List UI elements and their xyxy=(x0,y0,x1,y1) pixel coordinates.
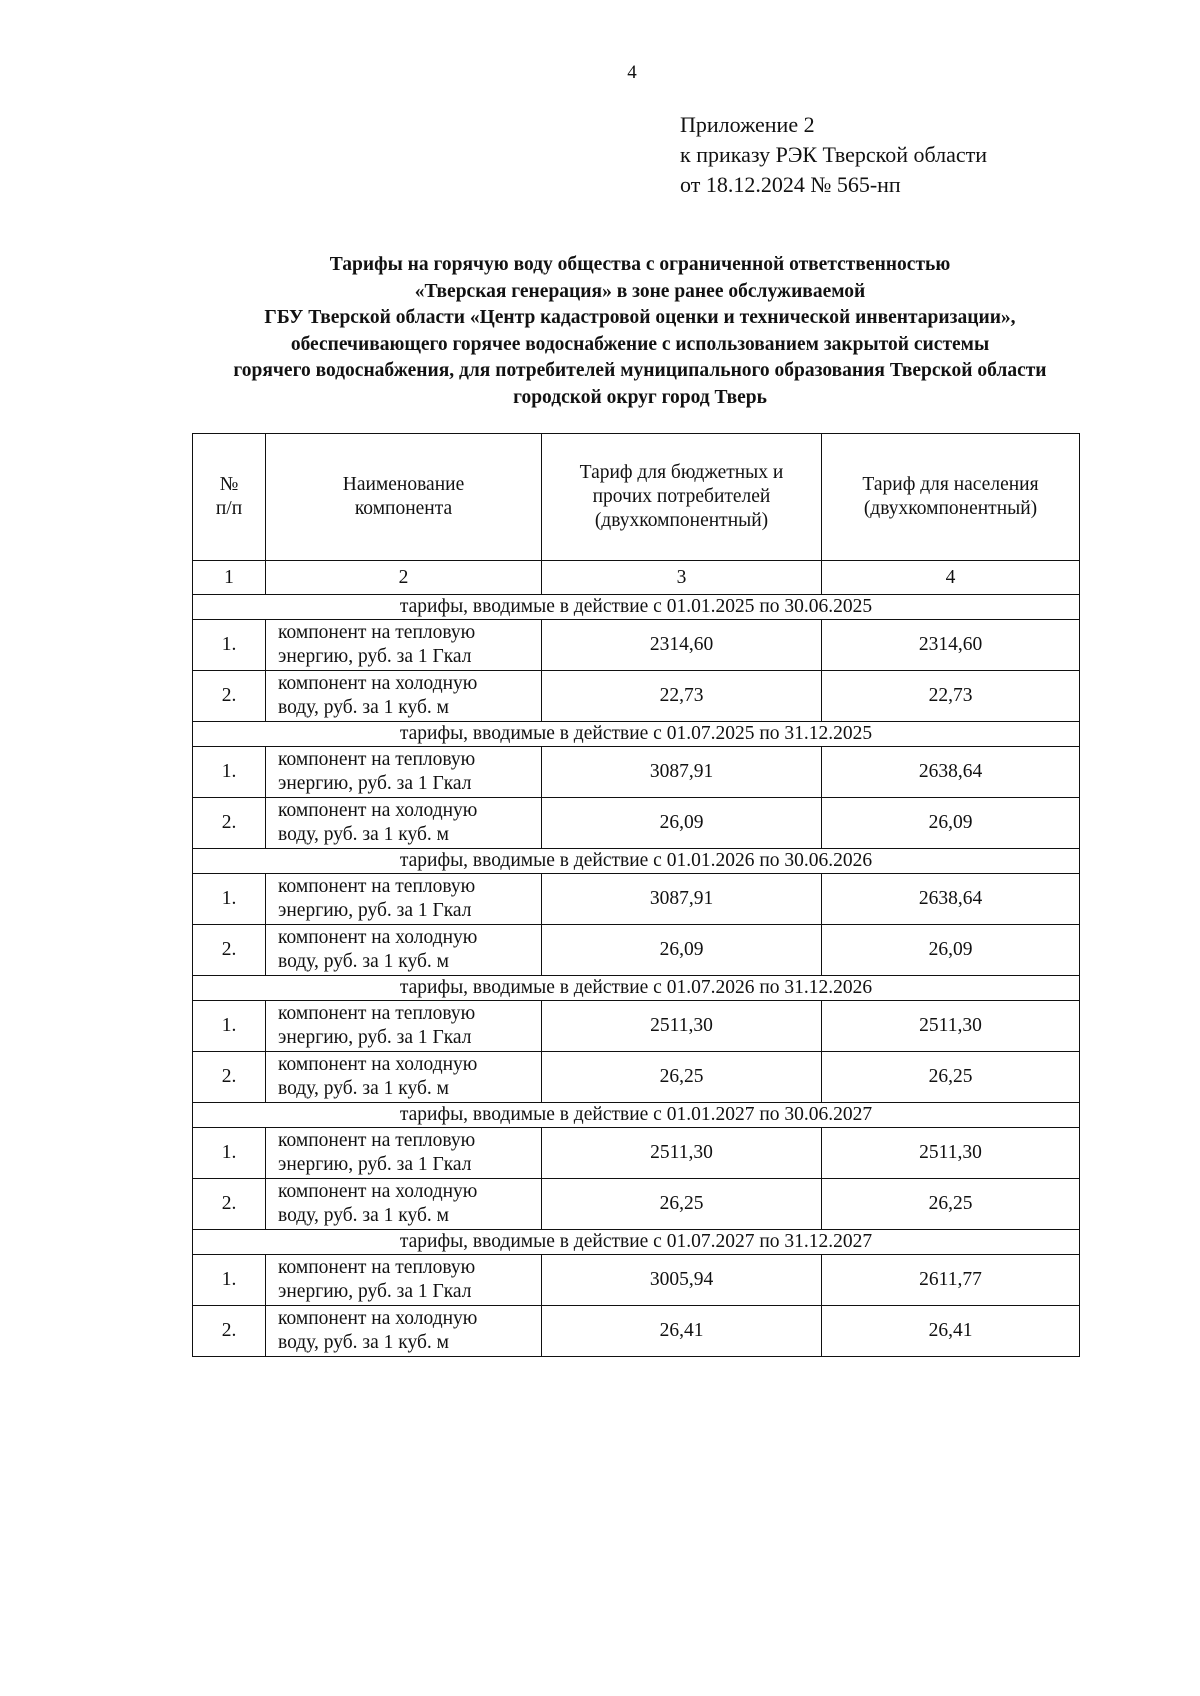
row-number: 1. xyxy=(193,1001,266,1052)
component-name-line: воду, руб. за 1 куб. м xyxy=(278,697,449,718)
population-tariff-value: 26,41 xyxy=(822,1306,1080,1357)
population-tariff-value: 2314,60 xyxy=(822,620,1080,671)
table-row xyxy=(193,798,1080,849)
tariffs-table xyxy=(192,433,1080,1357)
period-label: тарифы, вводимые в действие с 01.07.2026 по 31.12.2026 xyxy=(193,976,1080,1001)
component-name-line: воду, руб. за 1 куб. м xyxy=(278,951,449,972)
document-title xyxy=(140,252,1140,411)
component-name xyxy=(266,1128,542,1179)
budget-tariff-value: 3005,94 xyxy=(542,1255,822,1306)
budget-tariff-value: 3087,91 xyxy=(542,874,822,925)
component-name-line: компонент на тепловую xyxy=(278,749,476,770)
appendix-line: от 18.12.2024 № 565-нп xyxy=(680,172,901,197)
period-label: тарифы, вводимые в действие с 01.07.2027 по 31.12.2027 xyxy=(193,1230,1080,1255)
budget-tariff-value: 2511,30 xyxy=(542,1128,822,1179)
component-name-line: компонент на тепловую xyxy=(278,1130,476,1151)
period-row xyxy=(193,976,1080,1001)
row-number: 1. xyxy=(193,620,266,671)
title-line: «Тверская генерация» в зоне ранее обслуживаемой xyxy=(414,280,866,302)
component-name-line: воду, руб. за 1 куб. м xyxy=(278,1205,449,1226)
component-name-line: энергию, руб. за 1 Гкал xyxy=(278,1281,472,1302)
population-tariff-value: 2611,77 xyxy=(822,1255,1080,1306)
component-name xyxy=(266,1001,542,1052)
period-row xyxy=(193,722,1080,747)
table-row xyxy=(193,1255,1080,1306)
population-tariff-value: 26,25 xyxy=(822,1179,1080,1230)
component-name-line: компонент на тепловую xyxy=(278,1257,476,1278)
row-number: 1. xyxy=(193,1255,266,1306)
table-row xyxy=(193,747,1080,798)
component-name-line: компонент на тепловую xyxy=(278,876,476,897)
header-population-tariff xyxy=(822,434,1080,561)
appendix-reference xyxy=(680,110,987,200)
column-number: 4 xyxy=(822,561,1080,595)
budget-tariff-value: 26,09 xyxy=(542,798,822,849)
period-row xyxy=(193,595,1080,620)
component-name-line: компонент на холодную xyxy=(278,927,478,948)
population-tariff-value: 22,73 xyxy=(822,671,1080,722)
title-line: горячего водоснабжения, для потребителей муниципального образования Тверской области xyxy=(233,360,1047,381)
column-number: 2 xyxy=(266,561,542,595)
component-name-line: компонент на холодную xyxy=(278,1054,478,1075)
component-name xyxy=(266,1255,542,1306)
table-row xyxy=(193,1179,1080,1230)
period-label: тарифы, вводимые в действие с 01.07.2025 по 31.12.2025 xyxy=(193,722,1080,747)
header-line: Тариф для бюджетных и xyxy=(579,462,784,483)
period-row xyxy=(193,1230,1080,1255)
column-number-row xyxy=(193,561,1080,595)
component-name-line: компонент на холодную xyxy=(278,800,478,821)
component-name-line: компонент на тепловую xyxy=(278,622,476,643)
population-tariff-value: 2638,64 xyxy=(822,747,1080,798)
component-name-line: воду, руб. за 1 куб. м xyxy=(278,1332,449,1353)
row-number: 2. xyxy=(193,1306,266,1357)
budget-tariff-value: 3087,91 xyxy=(542,747,822,798)
header-line: Тариф для населения xyxy=(862,474,1039,495)
component-name-line: энергию, руб. за 1 Гкал xyxy=(278,900,472,921)
component-name-line: энергию, руб. за 1 Гкал xyxy=(278,646,472,667)
header-num xyxy=(193,434,266,561)
period-row xyxy=(193,849,1080,874)
appendix-line: Приложение 2 xyxy=(680,112,815,137)
component-name xyxy=(266,620,542,671)
component-name-line: энергию, руб. за 1 Гкал xyxy=(278,1154,472,1175)
table-row xyxy=(193,1052,1080,1103)
component-name-line: компонент на тепловую xyxy=(278,1003,476,1024)
component-name xyxy=(266,925,542,976)
population-tariff-value: 2511,30 xyxy=(822,1128,1080,1179)
row-number: 2. xyxy=(193,1052,266,1103)
population-tariff-value: 26,25 xyxy=(822,1052,1080,1103)
component-name xyxy=(266,671,542,722)
table-row xyxy=(193,874,1080,925)
component-name-line: воду, руб. за 1 куб. м xyxy=(278,824,449,845)
header-line: (двухкомпонентный) xyxy=(594,510,769,531)
appendix-line: к приказу РЭК Тверской области xyxy=(680,142,988,167)
population-tariff-value: 2511,30 xyxy=(822,1001,1080,1052)
budget-tariff-value: 22,73 xyxy=(542,671,822,722)
component-name-line: компонент на холодную xyxy=(278,1181,478,1202)
component-name xyxy=(266,1306,542,1357)
budget-tariff-value: 2511,30 xyxy=(542,1001,822,1052)
period-label: тарифы, вводимые в действие с 01.01.2025 по 30.06.2025 xyxy=(193,595,1080,620)
row-number: 2. xyxy=(193,1179,266,1230)
budget-tariff-value: 26,25 xyxy=(542,1052,822,1103)
row-number: 1. xyxy=(193,1128,266,1179)
row-number: 1. xyxy=(193,747,266,798)
period-row xyxy=(193,1103,1080,1128)
table-row xyxy=(193,1306,1080,1357)
component-name xyxy=(266,1179,542,1230)
component-name-line: компонент на холодную xyxy=(278,673,478,694)
column-number: 1 xyxy=(193,561,266,595)
component-name xyxy=(266,874,542,925)
table-header-row xyxy=(193,434,1080,561)
row-number: 2. xyxy=(193,671,266,722)
population-tariff-value: 2638,64 xyxy=(822,874,1080,925)
population-tariff-value: 26,09 xyxy=(822,798,1080,849)
budget-tariff-value: 2314,60 xyxy=(542,620,822,671)
population-tariff-value: 26,09 xyxy=(822,925,1080,976)
header-budget-tariff xyxy=(542,434,822,561)
table-row xyxy=(193,1001,1080,1052)
component-name-line: энергию, руб. за 1 Гкал xyxy=(278,1027,472,1048)
header-line: компонента xyxy=(354,498,453,519)
header-line: Наименование xyxy=(342,474,465,495)
budget-tariff-value: 26,25 xyxy=(542,1179,822,1230)
header-line: № xyxy=(219,474,239,495)
header-line: прочих потребителей xyxy=(592,486,771,507)
component-name xyxy=(266,1052,542,1103)
period-label: тарифы, вводимые в действие с 01.01.2026 по 30.06.2026 xyxy=(193,849,1080,874)
row-number: 1. xyxy=(193,874,266,925)
title-line: городской округ город Тверь xyxy=(513,386,767,408)
budget-tariff-value: 26,41 xyxy=(542,1306,822,1357)
budget-tariff-value: 26,09 xyxy=(542,925,822,976)
column-number: 3 xyxy=(542,561,822,595)
period-label: тарифы, вводимые в действие с 01.01.2027 по 30.06.2027 xyxy=(193,1103,1080,1128)
table-row xyxy=(193,925,1080,976)
header-line: п/п xyxy=(215,498,243,519)
component-name-line: энергию, руб. за 1 Гкал xyxy=(278,773,472,794)
page-number: 4 xyxy=(627,62,637,83)
title-line: ГБУ Тверской области «Центр кадастровой оценки и технической инвентаризации», xyxy=(264,307,1016,328)
header-line: (двухкомпонентный) xyxy=(863,498,1038,519)
tariffs-table-body xyxy=(193,434,1080,1357)
row-number: 2. xyxy=(193,798,266,849)
component-name-line: воду, руб. за 1 куб. м xyxy=(278,1078,449,1099)
row-number: 2. xyxy=(193,925,266,976)
header-name xyxy=(266,434,542,561)
title-line: Тарифы на горячую воду общества с ограниченной ответственностью xyxy=(329,254,951,275)
table-row xyxy=(193,620,1080,671)
component-name xyxy=(266,747,542,798)
component-name xyxy=(266,798,542,849)
table-row xyxy=(193,1128,1080,1179)
component-name-line: компонент на холодную xyxy=(278,1308,478,1329)
table-row xyxy=(193,671,1080,722)
title-line: обеспечивающего горячее водоснабжение с использованием закрытой системы xyxy=(290,333,990,355)
